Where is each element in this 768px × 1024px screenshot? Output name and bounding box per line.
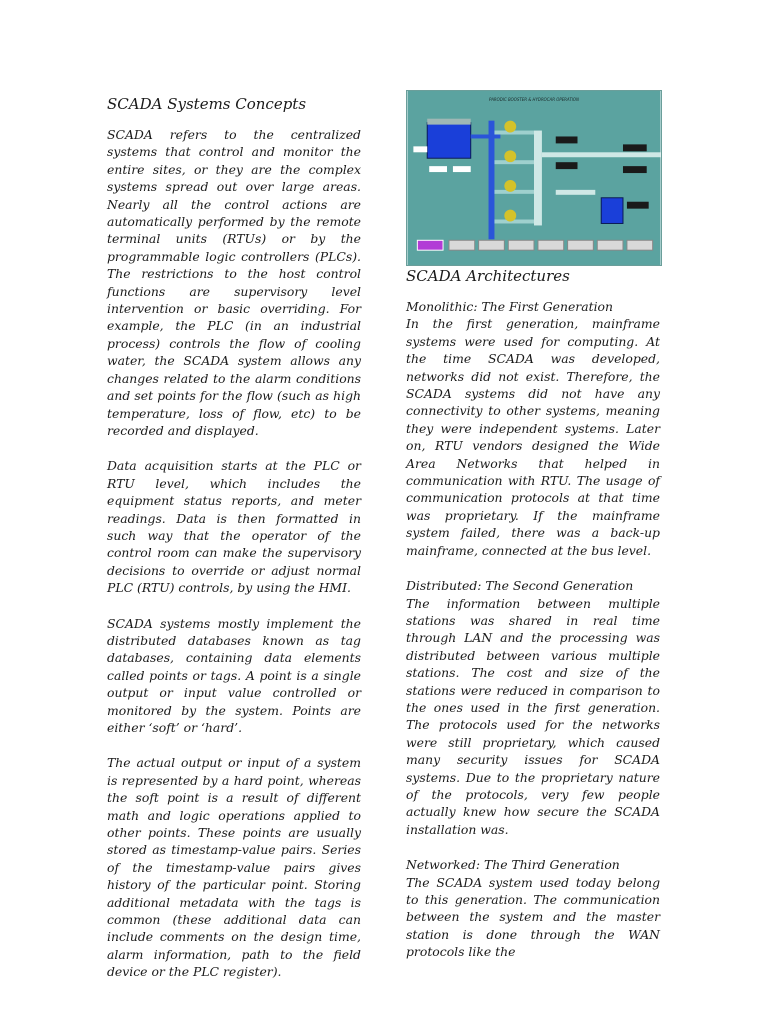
hmi-button [538, 240, 564, 250]
hmi-button [627, 240, 653, 250]
generation-text: The information between multiple stations was shared in real time through LAN and the processing was distributed between various multiple stations. The cost and size of the stations were reduced in comparison to the ones used in the first generation. The protocols used for the networks were still proprietary, which caused many security issues for SCADA systems. Due to the proprietary nature of the protocols, very few people actually knew how secure the SCADA installation was. [406, 595, 660, 837]
paragraph-tag-databases: SCADA systems mostly implement the distributed databases known as tag databases, containing data elements called points or tags. A point is a single output or input value controlled or monitored by the system. Points are either ‘soft’ or ‘hard’. [107, 615, 361, 735]
hmi-readout [623, 144, 647, 151]
hmi-pipe-vertical [489, 121, 495, 240]
hmi-readout [556, 162, 578, 169]
hmi-pipe [494, 190, 534, 194]
hmi-tank-large [427, 123, 471, 159]
hmi-button [508, 240, 534, 250]
generation-text: In the first generation, mainframe systems were used for computing. At the time SCADA was developed, networks did not exist. Therefore, the SCADA systems did not have any connectivity to other systems, meaning they were independent systems. Later on, RTU vendors designed the Wide Area Networks that helped in communication with RTU. The usage of communication protocols at that time was proprietary. If the mainframe system failed, there was a back-up mainframe, connected at the bus level. [406, 316, 660, 558]
paragraph-data-acquisition: Data acquisition starts at the PLC or RTU level, which includes the equipment status reports, and meter readings. Data is then formatted in such way that the operator of the control room can make the supervisory decisions to override or adjust normal PLC (RTU) controls, by using the HMI. [107, 458, 361, 596]
hmi-button [597, 240, 623, 250]
hmi-pipe [556, 190, 596, 195]
hmi-pipe [494, 160, 534, 164]
generation-block [406, 577, 660, 838]
generation-block [406, 298, 660, 559]
hmi-readout [429, 166, 447, 172]
hmi-button [568, 240, 594, 250]
hmi-readout [556, 136, 578, 143]
section-title-concepts: SCADA Systems Concepts [107, 95, 307, 113]
hmi-caption: PARODIC BOOSTER & HYDROCAR OPERATION [489, 96, 579, 102]
hmi-readout [627, 202, 649, 209]
hmi-button-active [417, 240, 443, 250]
generation-block [406, 856, 660, 960]
hmi-readout [623, 166, 647, 173]
hmi-pipe [471, 135, 501, 139]
left-column [107, 94, 361, 999]
hmi-readout [413, 146, 427, 152]
hmi-readout [453, 166, 471, 172]
paragraph-hard-soft-points: The actual output or input of a system is represented by a hard point, whereas the soft point is a result of different math and logic operations applied to other points. These points are usually stored as timestamp-value pairs. Series of the timestamp-value pairs gives history of the particular point. Storing additional metadata with the tags is common (these additional data can include comments on the design time, alarm information, path to the field device or the PLC register). [107, 755, 361, 980]
generation-heading: Distributed: The Second Generation [406, 578, 634, 594]
section-title-architectures: SCADA Architectures [406, 267, 570, 285]
hmi-pipe-manifold [534, 131, 542, 226]
hmi-pump [504, 121, 516, 133]
scada-hmi-screenshot [406, 90, 662, 266]
hmi-pipe-main [542, 152, 661, 157]
generation-heading: Networked: The Third Generation [406, 857, 620, 873]
hmi-pump [504, 210, 516, 222]
hmi-pipe [494, 220, 534, 224]
hmi-button [479, 240, 505, 250]
hmi-button [449, 240, 475, 250]
right-column [406, 90, 660, 979]
hmi-pipe [494, 131, 534, 135]
hmi-tank-top [427, 119, 471, 125]
hmi-pump [504, 150, 516, 162]
generation-text: The SCADA system used today belong to this generation. The communication between the system and the master station is done through the WAN protocols like the [406, 874, 660, 960]
hmi-tank-small [601, 198, 623, 224]
hmi-pump [504, 180, 516, 192]
paragraph-scada-definition: SCADA refers to the centralized systems that control and monitor the entire sites, or they are the complex systems spread out over large areas. Nearly all the control actions are automatically performed by the remote terminal units (RTUs) or by the programmable logic controllers (PLCs). The restrictions to the host control functions are supervisory level intervention or basic overriding. For example, the PLC (in an industrial process) controls the flow of cooling water, the SCADA system allows any changes related to the alarm conditions and set points for the flow (such as high temperature, loss of flow, etc) to be recorded and displayed. [107, 127, 361, 438]
generation-heading: Monolithic: The First Generation [406, 299, 613, 314]
